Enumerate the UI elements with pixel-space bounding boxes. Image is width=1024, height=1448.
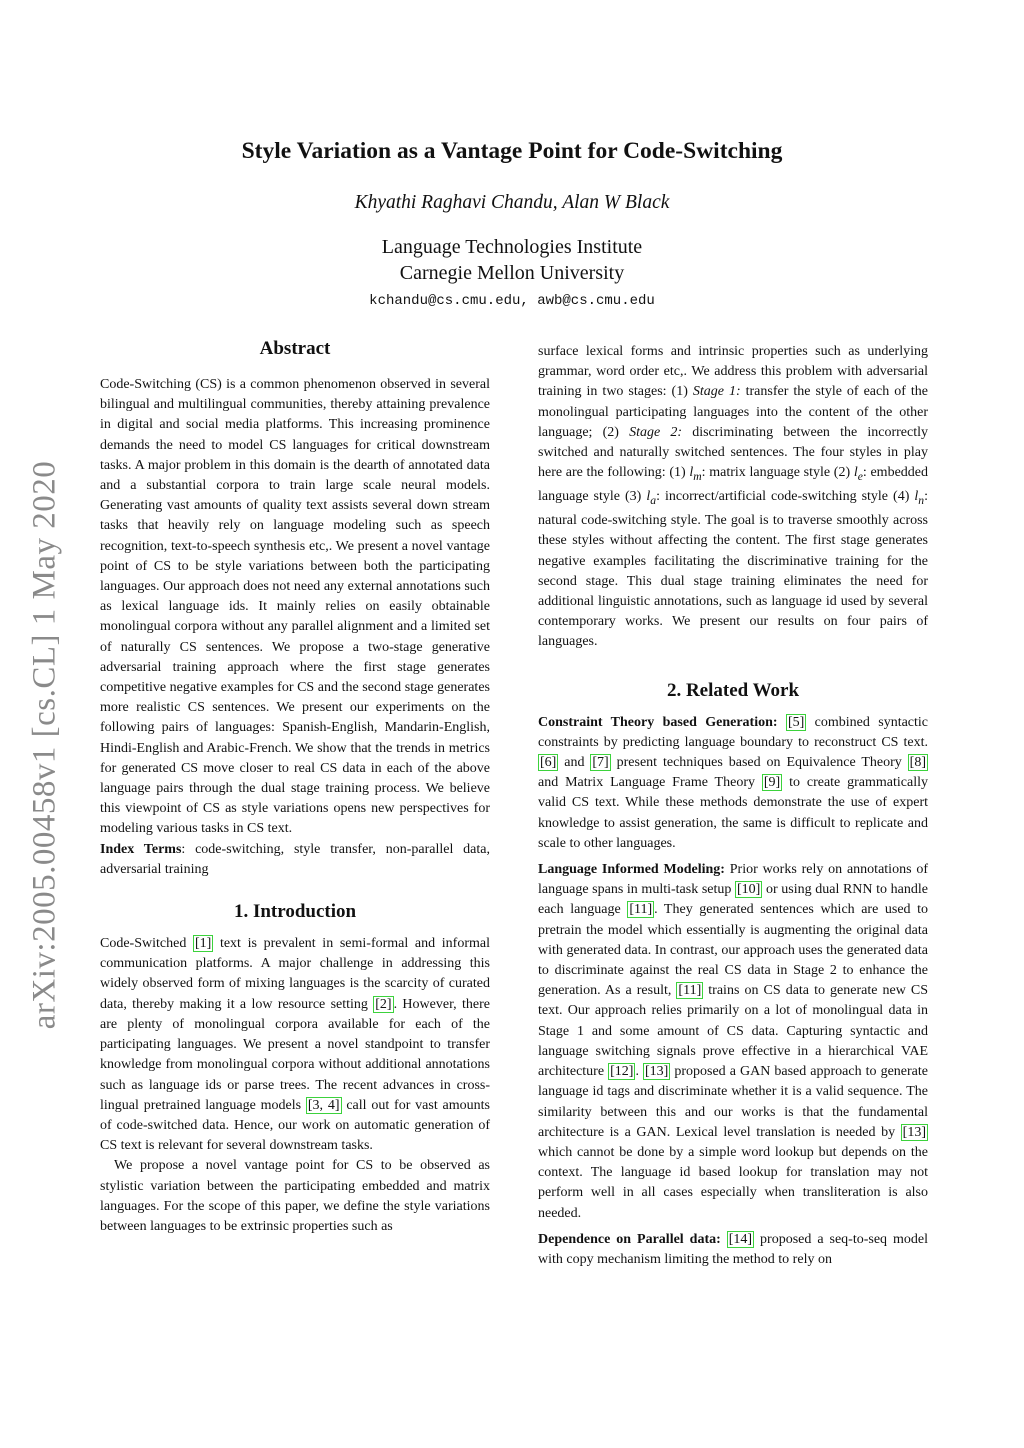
text-run: . They generated sentences which are used to pretrain the model which essentially is augmenting the original data with generated data. In contrast, our approach uses the generated data to discriminate against the real CS data in Stage 2 to enhance the generation. As a result, — [538, 902, 928, 999]
arxiv-sidebar-stamp — [14, 440, 76, 1050]
text-run: Prior works rely on annotations of language spans in multi-task setup — [538, 862, 928, 898]
math-symbol: l — [853, 465, 858, 481]
citation-link[interactable]: [12] — [610, 1064, 634, 1080]
citation-link[interactable]: [8] — [909, 755, 926, 771]
text-run: combined syntactic constraints by predicting language boundary to reconstruct CS text. — [538, 714, 929, 750]
citation-link[interactable]: [14] — [728, 1231, 753, 1247]
affiliation-institute: Language Technologies Institute — [381, 236, 643, 258]
citation-link[interactable]: [11] — [678, 983, 702, 999]
text-run: which cannot be done by a simple word lookup but depends on the context. The language id based lookup for translation may not perform well in all cases especially when transliteration is also needed. — [538, 1144, 928, 1221]
index-terms-label: Index Terms — [100, 841, 182, 857]
introduction-heading: 1. Introduction — [233, 901, 357, 923]
related-work-heading: 2. Related Work — [666, 679, 800, 701]
citation-link[interactable]: [2] — [375, 996, 392, 1012]
citation-link[interactable]: [7] — [592, 755, 609, 771]
math-la — [646, 489, 657, 508]
text-run: trains on CS data to generate new CS text. Our approach relies primarily on a lot of monolingual data in Stage 1 and some amount of CS data. Capturing syntactic and language switching signals prove effective in a hierarchical VAE architecture — [538, 983, 928, 1080]
intro-paragraph-2: We propose a novel vantage point for CS to be observed as stylistic variation between the participating embedded and matrix languages. For the scope of this paper, we define the style variations between languages to be extrinsic properties such as — [100, 1158, 490, 1234]
text-run: and — [558, 755, 591, 771]
text-run: and Matrix Language Frame Theory — [538, 775, 762, 791]
related-paragraph-language-informed — [538, 860, 928, 1224]
abstract-heading: Abstract — [259, 338, 331, 359]
text-run: discriminating between the incorrectly switched and naturally switched sentences. The four styles in play here are the following: (1) — [538, 424, 928, 481]
arxiv-identifier: arXiv:2005.00458v1 [cs.CL] 1 May 2020 — [26, 460, 63, 1030]
text-run: proposed a seq-to-seq model with copy mechanism limiting the method to rely on — [538, 1231, 928, 1267]
text-run — [778, 715, 786, 730]
math-symbol: l — [646, 489, 651, 505]
left-column — [100, 337, 490, 1237]
citation-link[interactable]: [13] — [902, 1124, 926, 1140]
text-run: : incorrect/artificial code-switching style (4) — [656, 489, 915, 505]
text-run: transfer the style of each of the monolingual participating languages into the content of the other language; (2) — [538, 384, 928, 440]
citation-link[interactable]: [6] — [540, 755, 557, 771]
paper-authors: Khyathi Raghavi Chandu, Alan W Black — [354, 192, 670, 213]
math-le — [853, 465, 863, 484]
related-paragraph-parallel-data — [538, 1230, 928, 1270]
related-paragraph-constraint — [538, 713, 928, 854]
paragraph-label: Dependence on Parallel data: — [538, 1231, 721, 1247]
paper-title: Style Variation as a Vantage Point for Code-Switching — [241, 138, 783, 164]
paragraph-label: Constraint Theory based Generation: — [538, 714, 778, 730]
citation-link[interactable]: [3, 4] — [307, 1097, 340, 1113]
text-run: present techniques based on Equivalence Theory — [610, 755, 908, 771]
abstract-text: Code-Switching (CS) is a common phenomenon observed in several bilingual and multilingual communities, thereby attaining prevalence in digital and social media platforms. This increasing prominence demands the need to model CS languages for critical downstream tasks. A major problem in this domain is the dearth of annotated data and a substantial corpora to train large scale neural models. Generating vast amounts of quality text assists several down stream tasks that heavily rely on language modeling such as speech recognition, text-to-speech synthesis etc,. We present a novel vantage point of CS to be style variations between both the participating languages. Our approach does not need any external annotations such as lexical language ids. It mainly relies on easily obtainable monolingual corpora without any parallel alignment and a limited set of naturally CS sentences. We propose a two-stage generative adversarial training approach where the first stage generates competitive negative examples for CS and the second stage generates more realistic CS sentences. We present our experiments on the following pairs of languages: Spanish-English, Mandarin-English, Hindi-English and Arabic-French. We show that the trends in metrics for generated CS move closer to real CS data in each of the above language pairs through the dual stage training process. We believe this viewpoint of CS as style variations opens new perspectives for modeling various tasks in CS text. — [100, 377, 490, 837]
text-run: text is prevalent in semi-formal and informal communication platforms. A major challenge in addressing this widely observed form of mixing languages is the scarcity of curated data, thereby making it a low resource setting — [100, 936, 490, 1012]
text-run: proposed a GAN based approach to generate language id tags and discriminate whether it is a valid sequence. The similarity between this and our works is that the fundamental architecture is a GAN. Lexical level translation is needed by — [538, 1064, 928, 1140]
right-column — [538, 342, 928, 1270]
math-subscript: m — [693, 470, 702, 484]
paragraph-label: Language Informed Modeling: — [538, 862, 725, 878]
text-run: to create grammatically valid CS text. While these methods demonstrate the use of expert knowledge to assist generation, the same is difficult to replicate and scale to other languages. — [538, 775, 929, 851]
intro-continuation — [538, 342, 928, 653]
text-run: call out for vast amounts of code-switched data. Hence, our work on automatic generation of CS text is relevant for several downstream tasks. — [100, 1097, 490, 1154]
math-subscript: a — [650, 494, 657, 508]
intro-paragraph-1 — [100, 934, 490, 1156]
index-terms-text: : code-switching, style transfer, non-parallel data, adversarial training — [100, 841, 490, 877]
citation-link[interactable]: [5] — [787, 714, 805, 730]
citation-link[interactable]: [13] — [644, 1064, 669, 1080]
math-ln — [914, 489, 925, 508]
text-run — [721, 1232, 727, 1247]
text-run: Code-Switched — [100, 936, 193, 952]
text-run: : natural code-switching style. The goal is to traverse smoothly across these styles without affecting the content. The first stage generates negative examples facilitating the discriminative training for the second stage. This dual stage training eliminates the need for additional linguistic annotations, such as language id used by several contemporary works. We present our results on four pairs of languages. — [538, 489, 928, 650]
math-subscript: e — [857, 470, 863, 484]
math-lm — [689, 465, 702, 484]
citation-link[interactable]: [11] — [629, 902, 653, 918]
text-run: : embedded language style (3) — [538, 465, 928, 505]
author-emails: kchandu@cs.cmu.edu, awb@cs.cmu.edu — [369, 293, 655, 309]
index-terms — [100, 840, 490, 880]
text-run: . However, there are plenty of monolingual corpora available for each of the participating languages. We present a novel standpoint to transfer knowledge from monolingual corpora without additional annotations such as language ids or parse trees. The recent advances in cross-lingual pretrained language models — [100, 996, 491, 1113]
math-symbol: l — [689, 465, 694, 481]
text-run: . — [635, 1064, 643, 1080]
math-symbol: l — [914, 489, 919, 505]
citation-link[interactable]: [9] — [763, 775, 781, 791]
text-run: : matrix language style (2) — [701, 465, 854, 481]
text-run: or using dual RNN to handle each language — [538, 882, 928, 918]
stage-2-label: Stage 2: — [629, 424, 683, 440]
math-subscript: n — [918, 494, 925, 508]
citation-link[interactable]: [1] — [194, 936, 212, 952]
text-run: surface lexical forms and intrinsic properties such as underlying grammar, word order etc,. We address this problem with adversarial training in two stages: (1) — [538, 344, 928, 400]
citation-link[interactable]: [10] — [737, 882, 761, 898]
stage-1-label: Stage 1: — [692, 384, 741, 400]
affiliation-university: Carnegie Mellon University — [399, 262, 625, 284]
